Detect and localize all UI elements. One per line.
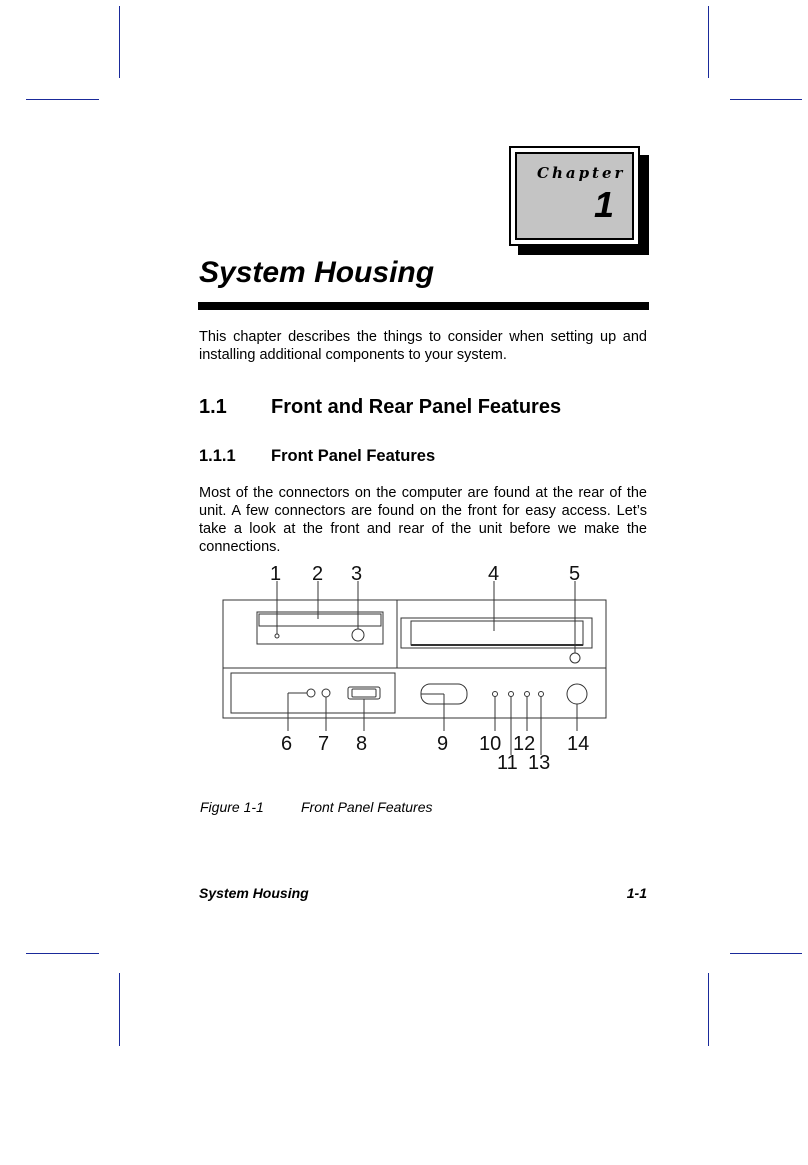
drive-bay-button: [570, 653, 580, 663]
floppy-eject-button: [352, 629, 364, 641]
callout-4: 4: [488, 563, 500, 585]
crop-mark-bottom-left-vertical: [119, 973, 120, 1046]
section-heading: [199, 396, 561, 419]
callout-8: 8: [356, 733, 368, 755]
power-button: [567, 684, 587, 704]
chapter-badge-inner: [515, 152, 634, 240]
callout-6: 6: [281, 733, 293, 755]
footer-page-number: 1-1: [626, 885, 647, 901]
crop-mark-bottom-right-vertical: [708, 973, 709, 1046]
front-io-panel: [231, 673, 395, 713]
subsection-heading: [199, 447, 435, 466]
callout-10: 10: [479, 733, 502, 755]
figure-caption-text: Front Panel Features: [301, 799, 433, 815]
drive-bay-slot: [411, 621, 583, 645]
callout-9: 9: [437, 733, 449, 755]
crop-mark-top-right-vertical: [708, 6, 709, 78]
front-port-7: [322, 689, 330, 697]
callout-3: 3: [351, 563, 363, 585]
body-paragraph: Most of the connectors on the computer are found at the rear of the unit. A few connectors are found on the front for easy access. Let’s take a look at the front and rear of the unit before we make the connections.: [199, 485, 647, 555]
intro-paragraph: This chapter describes the things to consider when setting up and installing additional components to your system.: [199, 329, 647, 363]
callout-13: 13: [528, 752, 551, 774]
section-number: 1.1: [199, 396, 227, 418]
callout-14: 14: [567, 733, 590, 755]
callout-7: 7: [318, 733, 330, 755]
page-title: System Housing: [199, 256, 435, 289]
crop-mark-top-left-vertical: [119, 6, 120, 78]
subsection-number: 1.1.1: [199, 447, 236, 465]
led-13: [539, 692, 544, 697]
crop-mark-bottom-left-horizontal: [26, 953, 99, 954]
chapter-word: Chapter: [537, 164, 626, 182]
front-panel-figure: [180, 555, 620, 777]
callout-1: 1: [270, 563, 282, 585]
figure-caption-label: Figure 1-1: [200, 799, 264, 815]
crop-mark-top-right-horizontal: [730, 99, 802, 100]
led-12: [525, 692, 530, 697]
floppy-drive: [257, 612, 383, 644]
front-port-6: [307, 689, 315, 697]
led-10: [493, 692, 498, 697]
crop-mark-top-left-horizontal: [26, 99, 99, 100]
callout-5: 5: [569, 563, 581, 585]
section-title: Front and Rear Panel Features: [271, 396, 562, 418]
chapter-number: 1: [593, 184, 614, 225]
drive-bay-cover: [401, 618, 592, 648]
subsection-title: Front Panel Features: [271, 447, 436, 465]
callout-12: 12: [513, 733, 536, 755]
chapter-badge: [509, 146, 640, 246]
callout-2: 2: [312, 563, 324, 585]
callout-11: 11: [497, 752, 518, 774]
led-11: [509, 692, 514, 697]
floppy-led: [275, 634, 279, 638]
crop-mark-bottom-right-horizontal: [730, 953, 802, 954]
title-rule: [198, 302, 649, 310]
figure-caption: [200, 799, 433, 815]
footer-chapter-title: System Housing: [199, 885, 309, 901]
